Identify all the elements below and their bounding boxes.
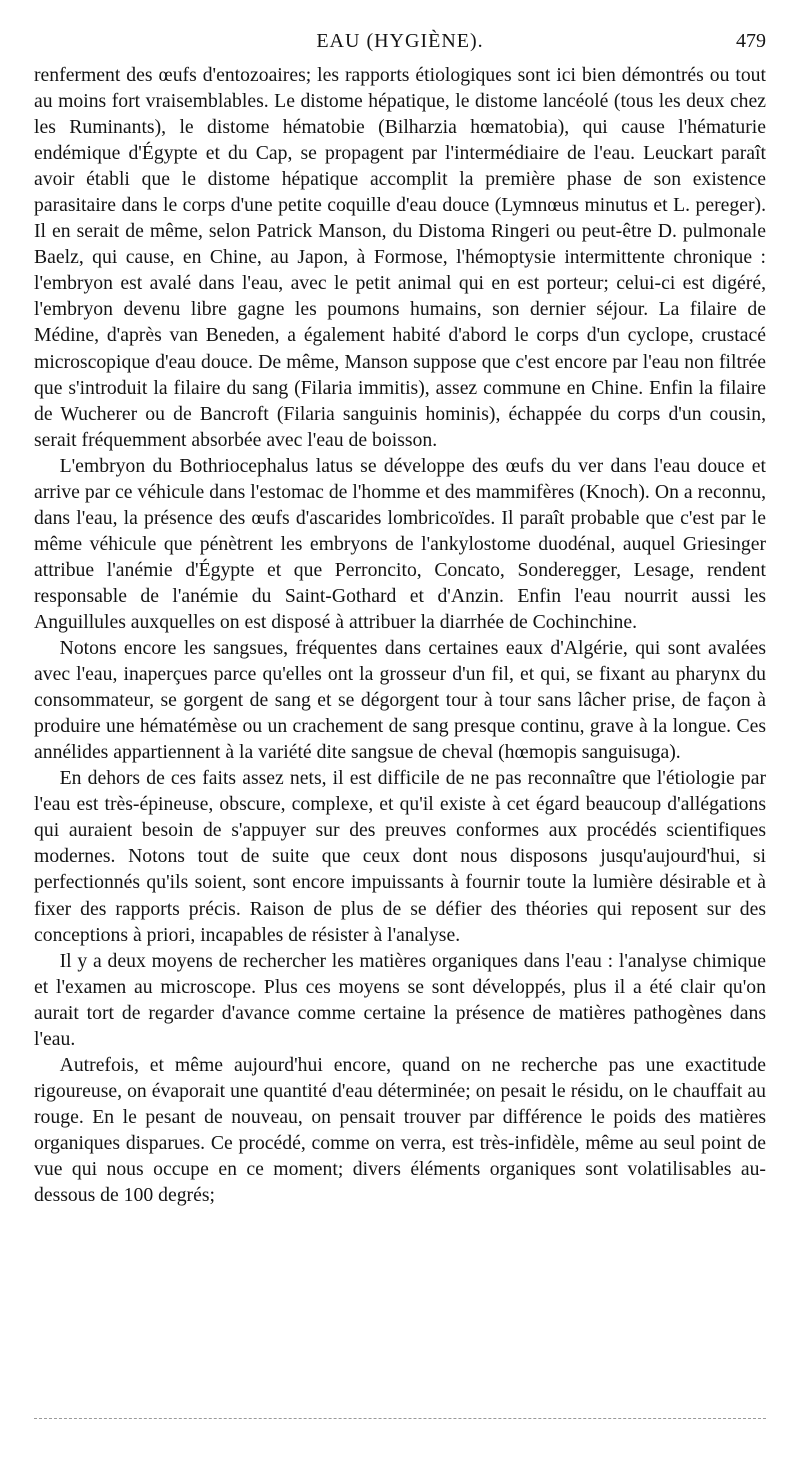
footer-divider <box>34 1418 766 1419</box>
paragraph-continued: renferment des œufs d'entozoaires; les rapports étiologiques sont ici bien démontrés ou tout au moins fort vraisemblables. Le distome hépatique, le distome lancéolé (tous les deux chez les Ruminants), le distome hématobie (Bilharzia hœmatobia), qui cause l'hématurie endémique d'Égypte et du Cap, se propagent par l'intermédiaire de l'eau. Leuckart paraît avoir établi que le distome hépatique accomplit la première phase de son existence parasitaire dans le corps d'une petite coquille d'eau douce (Lymnœus minutus et L. pereger). Il en serait de même, selon Patrick Manson, du Distoma Ringeri ou peut-être D. pulmonale Baelz, qui cause, en Chine, au Japon, à Formose, l'hémoptysie intermittente chronique : l'embryon est avalé dans l'eau, avec le petit animal qui en est porteur; celui-ci est digéré, l'embryon devenu libre gagne les poumons humains, son dernier séjour. La filaire de Médine, d'après van Beneden, a également habité d'abord le corps d'un cyclope, crustacé microscopique d'eau douce. De même, Manson suppose que c'est encore par l'eau non filtrée que s'introduit la filaire du sang (Filaria immitis), assez commune en Chine. Enfin la filaire de Wucherer ou de Bancroft (Filaria sanguinis hominis), échappée du corps d'un cousin, serait fréquemment absorbée avec l'eau de boisson. <box>34 64 766 451</box>
paragraph: L'embryon du Bothriocephalus latus se développe des œufs du ver dans l'eau douce et arrive par ce véhicule dans l'estomac de l'homme et des mammifères (Knoch). On a reconnu, dans l'eau, la présence des œufs d'ascarides lombricoïdes. Il paraît probable que c'est par le même véhicule que pénètrent les embryons de l'ankylostome duodénal, auquel Griesinger attribue l'anémie d'Égypte et que Perroncito, Concato, Sonderegger, Lesage, rendent responsable de l'anémie du Saint-Gothard et d'Anzin. Enfin l'eau nourrit aussi les Anguillules auxquelles on est disposé à attribuer la diarrhée de Cochinchine. <box>34 454 766 633</box>
paragraph: Autrefois, et même aujourd'hui encore, quand on ne recherche pas une exactitude rigoureuse, on évaporait une quantité d'eau déterminée; on pesait le résidu, on le chauffait au rouge. En le pesant de nouveau, on pensait trouver par différence le poids des matières organiques disparues. Ce procédé, comme on verra, est très-infidèle, même au seul point de vue qui nous occupe en ce moment; divers éléments organiques sont volatilisables au-dessous de 100 degrés; <box>34 1053 766 1207</box>
running-title: EAU (HYGIÈNE). <box>316 30 484 52</box>
page-header <box>34 30 766 62</box>
paragraph: En dehors de ces faits assez nets, il est difficile de ne pas reconnaître que l'étiologie par l'eau est très-épineuse, obscure, complexe, et qu'il existe à cet égard beaucoup d'allégations qui auraient besoin de s'appuyer sur des preuves conformes aux procédés scientifiques modernes. Notons tout de suite que ceux dont nous disposons jusqu'aujourd'hui, si perfectionnés qu'ils soient, sont encore impuissants à fournir toute la lumière désirable et à fixer des rapports précis. Raison de plus de se défier des théories qui reposent sur des conceptions à priori, incapables de résister à l'analyse. <box>34 767 766 946</box>
page-number: 479 <box>736 30 766 52</box>
paragraph: Notons encore les sangsues, fréquentes dans certaines eaux d'Algérie, qui sont avalées avec l'eau, inaperçues parce qu'elles ont la grosseur d'un fil, et qui, se fixant au pharynx du consommateur, se gorgent de sang et se dégorgent tour à tour sans lâcher prise, de façon à produire une hématémèse ou un crachement de sang presque continu, grave à la longue. Ces annélides appartiennent à la variété dite sangsue de cheval (hœmopis sanguisuga). <box>34 637 766 764</box>
paragraph: Il y a deux moyens de rechercher les matières organiques dans l'eau : l'analyse chimique et l'examen au microscope. Plus ces moyens se sont développés, plus il a été clair qu'on aurait tort de regarder d'avance comme certaine la présence de matières pathogènes dans l'eau. <box>34 949 766 1050</box>
body-text <box>34 62 766 1208</box>
